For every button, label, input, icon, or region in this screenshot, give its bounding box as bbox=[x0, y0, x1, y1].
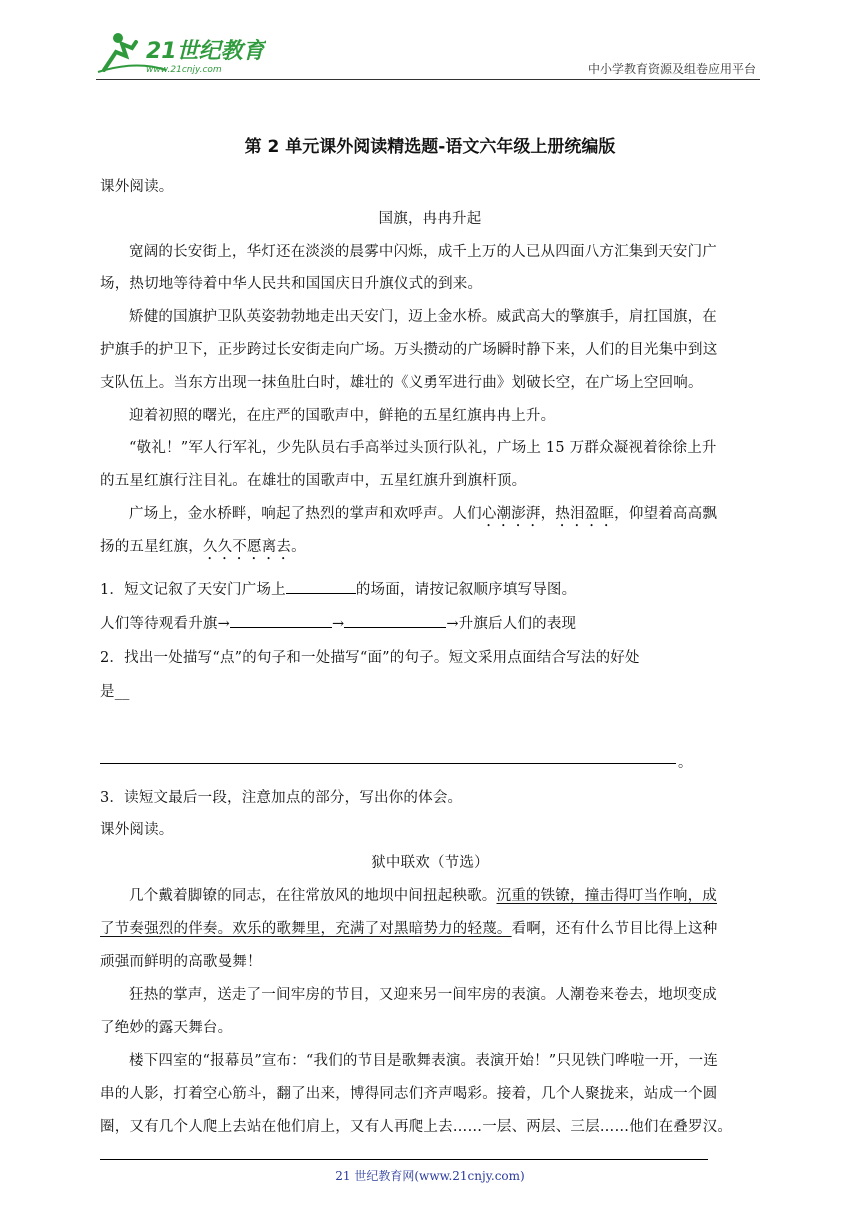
passage1-line: 矫健的国旗护卫队英姿勃勃地走出天安门，迈上金水桥。威武高大的擎旗手，肩扛国旗，在 bbox=[129, 309, 717, 325]
answer-blank[interactable] bbox=[230, 613, 332, 628]
logo-21cnjy bbox=[96, 30, 266, 76]
page-title: 第 2 单元课外阅读精选题-语文六年级上册统编版 bbox=[244, 137, 616, 157]
passage2-title: 狱中联欢（节选） bbox=[371, 855, 489, 871]
question-2-cont: 是__ bbox=[100, 684, 130, 700]
answer-line[interactable] bbox=[100, 763, 676, 764]
question-1-flow: 人们等待观看升旗→ → →升旗后人们的表现 bbox=[100, 612, 760, 633]
page-header bbox=[96, 26, 760, 80]
passage1-line: 的五星红旗行注目礼。在雄壮的国歌声中，五星红旗升到旗杆顶。 bbox=[100, 473, 527, 489]
passage1-line: 护旗手的护卫下，正步跨过长安街走向广场。万头攒动的广场瞬时静下来，人们的目光集中到这 bbox=[100, 342, 718, 358]
passage2-line: 了节奏强烈的伴奏。欢乐的歌舞里，充满了对黑暗势力的轻蔑。看啊，还有什么节目比得上这种 bbox=[100, 921, 718, 937]
answer-blank[interactable] bbox=[286, 579, 356, 594]
passage1-line: “敬礼！”军人行军礼，少先队员右手高举过头顶行队礼，广场上 15 万群众凝视着徐徐上升 bbox=[129, 440, 717, 456]
svg-text:21世纪教育: 21世纪教育 bbox=[146, 39, 265, 64]
passage1-last-para: 广场上，金水桥畔，响起了热烈的掌声和欢呼声。人们心潮澎湃，热泪盈眶，仰望着高高飘 bbox=[129, 506, 718, 522]
passage2-line: 串的人影，打着空心筋斗，翻了出来，博得同志们齐声喝彩。接着，几个人聚拢来，站成一个圆 bbox=[100, 1086, 718, 1102]
passage1-line: 宽阔的长安街上，华灯还在淡淡的晨雾中闪烁，成千上万的人已从四面八方汇集到天安门广 bbox=[129, 244, 717, 260]
platform-name: 中小学教育资源及组卷应用平台 bbox=[587, 62, 756, 76]
header-divider bbox=[96, 79, 760, 80]
answer-end-mark: 。 bbox=[678, 755, 692, 771]
answer-blank[interactable] bbox=[344, 613, 446, 628]
passage2-line: 狂热的掌声，送走了一间牢房的节目，又迎来另一间牢房的表演。人潮卷来卷去，地坝变成 bbox=[129, 987, 717, 1003]
question-3: 3．读短文最后一段，注意加点的部分，写出你的体会。 bbox=[100, 790, 463, 806]
section1-intro: 课外阅读。 bbox=[100, 179, 174, 195]
passage2-line: 圈，又有几个人爬上去站在他们肩上，又有人再爬上去……一层、两层、三层……他们在叠罗汉。 bbox=[100, 1119, 733, 1135]
passage1-line: 支队伍上。当东方出现一抹鱼肚白时，雄壮的《义勇军进行曲》划破长空，在广场上空回响。 bbox=[100, 375, 703, 391]
passage1-line: 迎着初照的曙光，在庄严的国歌声中，鲜艳的五星红旗冉冉上升。 bbox=[129, 408, 556, 424]
passage2-line: 了绝妙的露天舞台。 bbox=[100, 1020, 233, 1036]
question-2: 2．找出一处描写“点”的句子和一处描写“面”的句子。短文采用点面结合写法的好处 bbox=[100, 650, 640, 666]
passage2-line: 顽强而鲜明的高歌曼舞！ bbox=[100, 954, 262, 970]
question-1: 1．短文记叙了天安门广场上 的场面，请按记叙顺序填写导图。 bbox=[100, 578, 760, 599]
passage2-line: 几个戴着脚镣的同志，在往常放风的地坝中间扭起秧歌。沉重的铁镣，撞击得叮当作响，成 bbox=[129, 888, 717, 904]
passage1-line: 场，热切地等待着中华人民共和国国庆日升旗仪式的到来。 bbox=[100, 276, 483, 292]
passage1-title: 国旗，冉冉升起 bbox=[378, 211, 482, 227]
section2-intro: 课外阅读。 bbox=[100, 822, 174, 838]
svg-text:www.21cnjy.com: www.21cnjy.com bbox=[146, 65, 222, 75]
footer-divider bbox=[100, 1159, 708, 1160]
passage1-last-para-end: 扬的五星红旗，久久不愿离去。 bbox=[100, 539, 306, 555]
passage2-line: 楼下四室的“报幕员”宣布：“我们的节目是歌舞表演。表演开始！”只见铁门哗啦一开，一连 bbox=[129, 1053, 719, 1069]
footer-site[interactable]: 21 世纪教育网(www.21cnjy.com) bbox=[335, 1169, 525, 1183]
